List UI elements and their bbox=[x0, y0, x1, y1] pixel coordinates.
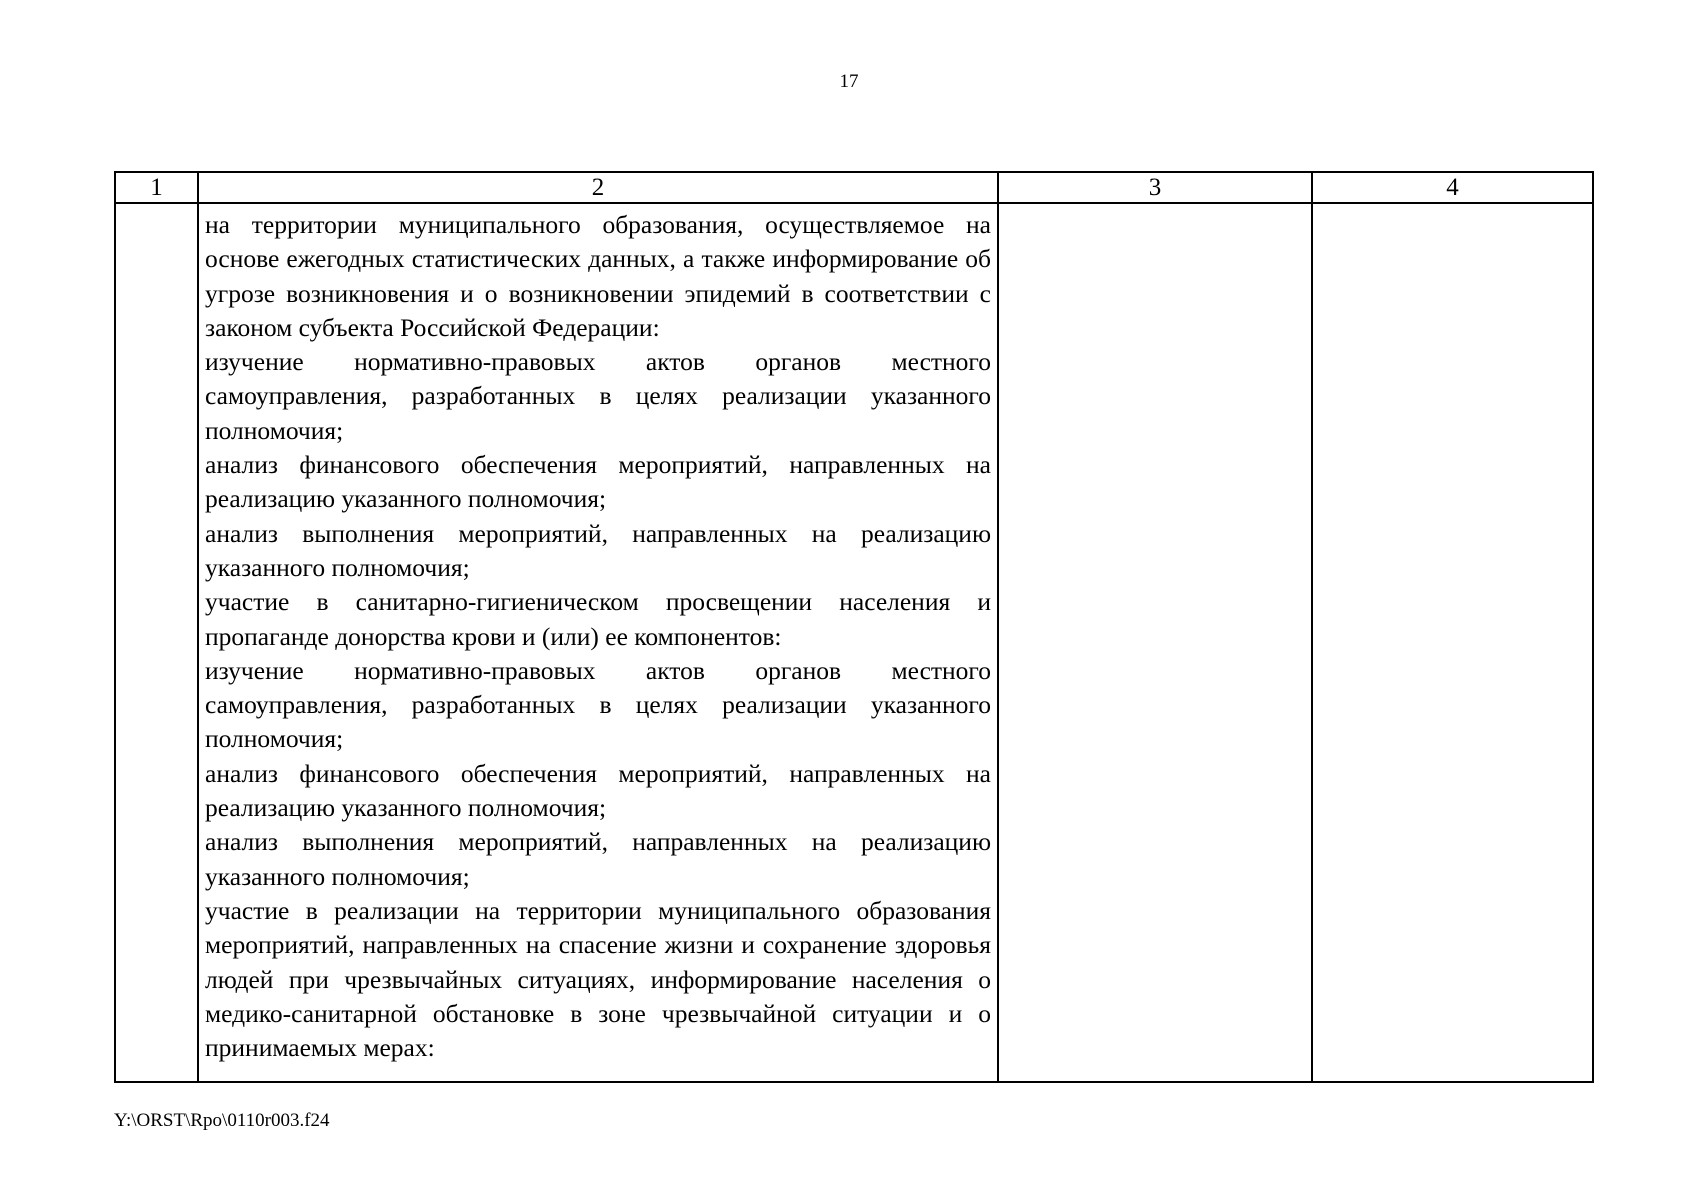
table-cell-col2 bbox=[198, 203, 998, 1082]
table-row bbox=[115, 203, 1593, 1082]
column-header-3: 3 bbox=[998, 172, 1312, 203]
table-paragraph: изучение нормативно-правовых актов органов местного самоуправления, разработанных в целях реализации указанного полномочия; bbox=[205, 655, 991, 754]
document-table bbox=[114, 171, 1594, 1083]
column-header-4: 4 bbox=[1312, 172, 1593, 203]
table-paragraph: анализ выполнения мероприятий, направленных на реализацию указанного полномочия; bbox=[205, 827, 991, 891]
table-paragraph: участие в реализации на территории муниципального образования мероприятий, направленных на спасение жизни и сохранение здоровья людей при чрезвычайных ситуациях, информирование населения о медико-санитарной обстановке в зоне чрезвычайной ситуации и о принимаемых мерах: bbox=[205, 895, 991, 1063]
table-paragraph: участие в санитарно-гигиеническом просвещении населения и пропаганде донорства крови и (или) ее компонентов: bbox=[205, 587, 991, 651]
table-paragraph: изучение нормативно-правовых актов органов местного самоуправления, разработанных в целях реализации указанного полномочия; bbox=[205, 347, 991, 445]
table-cell-col1 bbox=[115, 203, 198, 1082]
table-cell-col4 bbox=[1312, 203, 1593, 1082]
page-number: 17 bbox=[839, 71, 859, 92]
table-paragraph: анализ финансового обеспечения мероприятий, направленных на реализацию указанного полномочия; bbox=[205, 450, 991, 514]
table-paragraph: на территории муниципального образования, осуществляемое на основе ежегодных статистических данных, а также информирование об угрозе возникновения и о возникновении эпидемий в соответствии с законом субъекта Российской Федерации: bbox=[205, 210, 991, 342]
column-header-1: 1 bbox=[115, 172, 198, 203]
table-cell-col3 bbox=[998, 203, 1312, 1082]
table-header-row bbox=[115, 172, 1593, 203]
table-paragraph: анализ выполнения мероприятий, направленных на реализацию указанного полномочия; bbox=[205, 518, 991, 582]
footer-file-path: Y:\ORST\Rpo\0110r003.f24 bbox=[114, 1110, 330, 1131]
table-paragraph: анализ финансового обеспечения мероприятий, направленных на реализацию указанного полномочия; bbox=[205, 758, 991, 823]
column-header-2: 2 bbox=[198, 172, 998, 203]
